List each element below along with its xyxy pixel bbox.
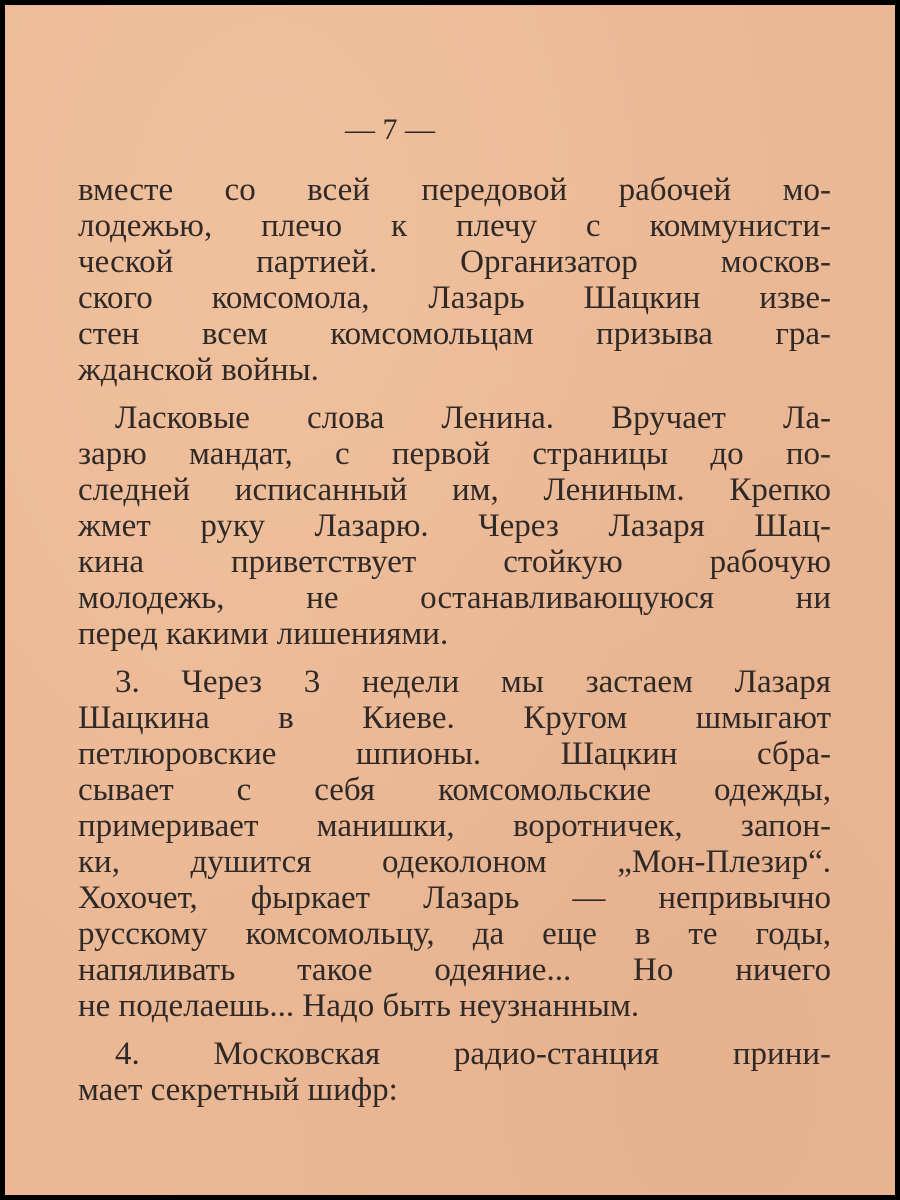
text-line: зарю мандат, с первой страницы до по- <box>78 436 831 472</box>
text-line: петлюровские шпионы. Шацкин сбра- <box>78 736 831 772</box>
text-line: Хохочет, фыркает Лазарь — непривычно <box>78 880 831 916</box>
text-line: примеривает манишки, воротничек, запон- <box>78 808 831 844</box>
text-line: молодежь, не останавливающуюся ни <box>78 580 831 616</box>
text-line: русскому комсомольцу, да еще в те годы, <box>78 916 831 952</box>
text-line: кина приветствует стойкую рабочую <box>78 544 831 580</box>
text-line: ского комсомола, Лазарь Шацкин изве- <box>78 280 831 316</box>
text-line: лодежью, плечо к плечу с коммунисти- <box>78 208 831 244</box>
page-number: — 7 — <box>345 113 435 146</box>
paragraph <box>78 172 831 388</box>
text-line: вместе со всей передовой рабочей мо- <box>78 172 831 208</box>
book-page <box>5 5 895 1195</box>
text-line: мает секретный шифр: <box>78 1072 398 1108</box>
text-line: ки, душится одеколоном „Мон-Плезир“. <box>78 844 831 880</box>
text-line: перед какими лишениями. <box>78 616 449 652</box>
text-line: 3. Через 3 недели мы застаем Лазаря <box>115 664 831 700</box>
text-line: не поделаешь... Надо быть неузнанным. <box>78 988 640 1024</box>
text-line: жмет руку Лазарю. Через Лазаря Шац- <box>78 508 831 544</box>
text-line: ческой партией. Организатор москов- <box>78 244 831 280</box>
text-line: жданской войны. <box>78 352 319 388</box>
text-line: напяливать такое одеяние... Но ничего <box>78 952 831 988</box>
text-line: Шацкина в Киеве. Кругом шмыгают <box>78 700 831 736</box>
text-line: следней исписанный им, Лениным. Крепко <box>78 472 831 508</box>
body-text <box>78 172 831 1120</box>
paragraph <box>78 664 831 1024</box>
paragraph <box>78 1036 831 1108</box>
text-line: Ласковые слова Ленина. Вручает Ла- <box>115 400 831 436</box>
text-line: стен всем комсомольцам призыва гра- <box>78 316 831 352</box>
text-line: 4. Московская радио-станция прини- <box>115 1036 831 1072</box>
paragraph <box>78 400 831 652</box>
text-line: сывает с себя комсомольские одежды, <box>78 772 831 808</box>
